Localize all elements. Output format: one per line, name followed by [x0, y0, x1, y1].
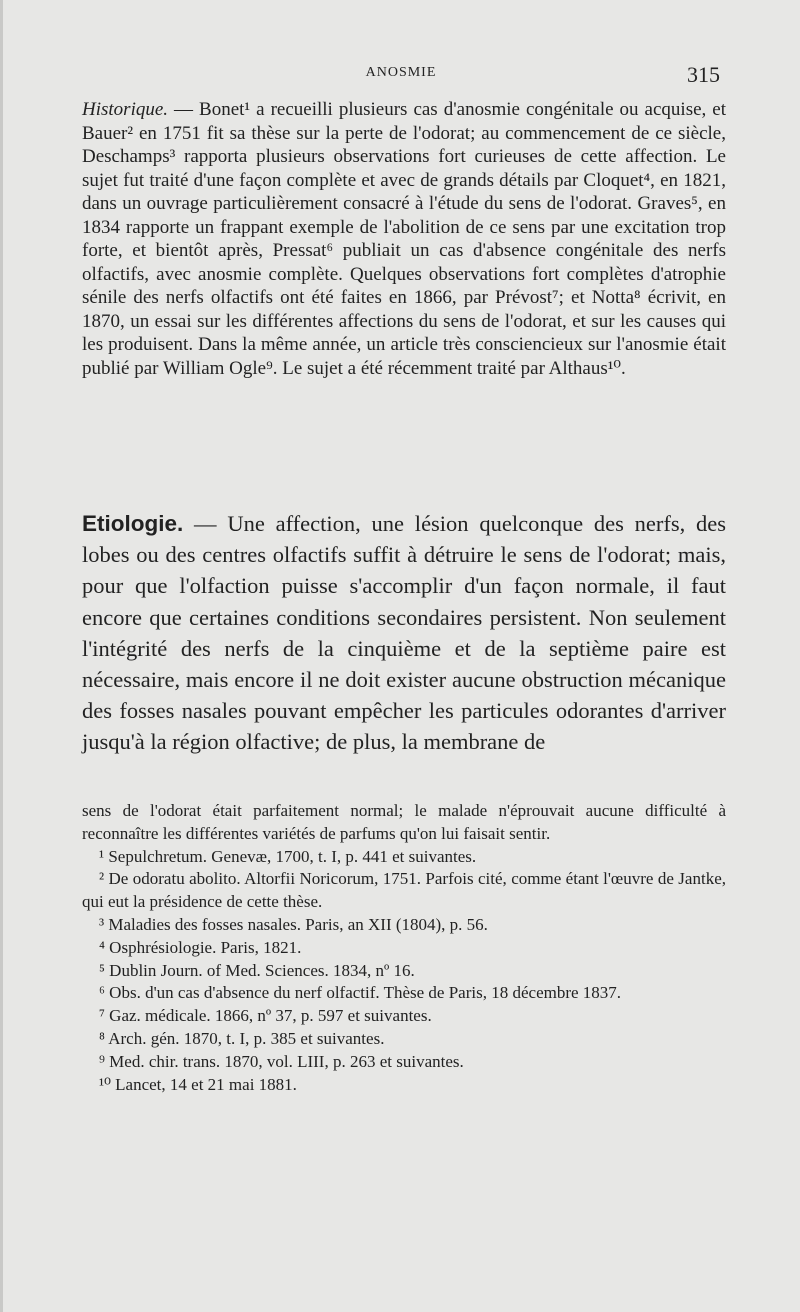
footnote-2: ² De odoratu abolito. Altorfii Noricorum, 1751. Parfois cité, comme étant l'œuvre de Jantke, qui eut la présidence de cette thèse.: [82, 869, 726, 912]
page-edge-shadow: [0, 0, 3, 1312]
footnote-9: ⁹ Med. chir. trans. 1870, vol. LIII, p. 263 et suivantes.: [99, 1051, 464, 1071]
footnote-1: ¹ Sepulchretum. Genevæ, 1700, t. I, p. 441 et suivantes.: [99, 846, 477, 866]
historique-heading: Historique.: [82, 99, 169, 120]
footnote-8: ⁸ Arch. gén. 1870, t. I, p. 385 et suivantes.: [99, 1028, 385, 1048]
footnote-6: ⁶ Obs. d'un cas d'absence du nerf olfactif. Thèse de Paris, 18 décembre 1837.: [99, 983, 622, 1003]
historique-text: — Bonet¹ a recueilli plusieurs cas d'anosmie congénitale ou acquise, et Bauer² en 1751 fit sa thèse sur la perte de l'odorat; au commencement de ce siècle, Deschamps³ rapporta plusieurs observations fort curieuses de cette affection. Le sujet fut traité d'une façon complète et avec de grands détails par Cloquet⁴, en 1821, dans un ouvrage particulièrement consacré à l'étude du sens de l'odorat. Graves⁵, en 1834 rapporte un frappant exemple de l'abolition de ce sens par une excitation trop forte, et bientôt après, Pressat⁶ publiait un cas d'absence congénitale des nerfs olfactifs, avec anosmie complète. Quelques observations fort complètes d'atrophie sénile des nerfs olfactifs ont été faites en 1866, par Prévost⁷; et Notta⁸ écrivit, en 1870, un essai sur les différentes affections du sens de l'odorat, et sur les causes qui les produisent. Dans la même année, un article très consciencieux sur l'anosmie était publié par William Ogle⁹. Le sujet a été récemment traité par Althaus¹⁰.: [82, 99, 726, 379]
historique-paragraph: [82, 98, 726, 380]
running-head: [82, 62, 720, 92]
footnote-3: ³ Maladies des fosses nasales. Paris, an XII (1804), p. 56.: [99, 914, 488, 934]
etiologie-heading: Etiologie.: [82, 511, 184, 536]
running-title: ANOSMIE: [365, 65, 437, 80]
footnote-10: ¹⁰ Lancet, 14 et 21 mai 1881.: [99, 1074, 297, 1094]
footnote-7: ⁷ Gaz. médicale. 1866, nº 37, p. 597 et suivantes.: [99, 1006, 432, 1026]
footnote-continuation: sens de l'odorat était parfaitement normal; le malade n'éprouvait aucune difficulté à reconnaître les différentes variétés de parfums qu'on lui faisait sentir.: [82, 801, 726, 843]
etiologie-paragraph: [82, 508, 726, 758]
footnotes: [82, 800, 726, 1096]
footnote-4: ⁴ Osphrésiologie. Paris, 1821.: [99, 937, 302, 957]
footnote-5: ⁵ Dublin Journ. of Med. Sciences. 1834, nº 16.: [99, 960, 415, 980]
page-number: 315: [687, 62, 720, 87]
etiologie-text: — Une affection, une lésion quelconque des nerfs, des lobes ou des centres olfactifs suffit à détruire le sens de l'odorat; mais, pour que l'olfaction puisse s'accomplir d'un façon normale, il faut encore que certaines conditions secondaires persistent. Non seulement l'intégrité des nerfs de la cinquième et de la septième paire est nécessaire, mais encore il ne doit exister aucune obstruction mécanique des fosses nasales pouvant empêcher les particules odorantes d'arriver jusqu'à la région olfactive; de plus, la membrane de: [82, 511, 726, 755]
